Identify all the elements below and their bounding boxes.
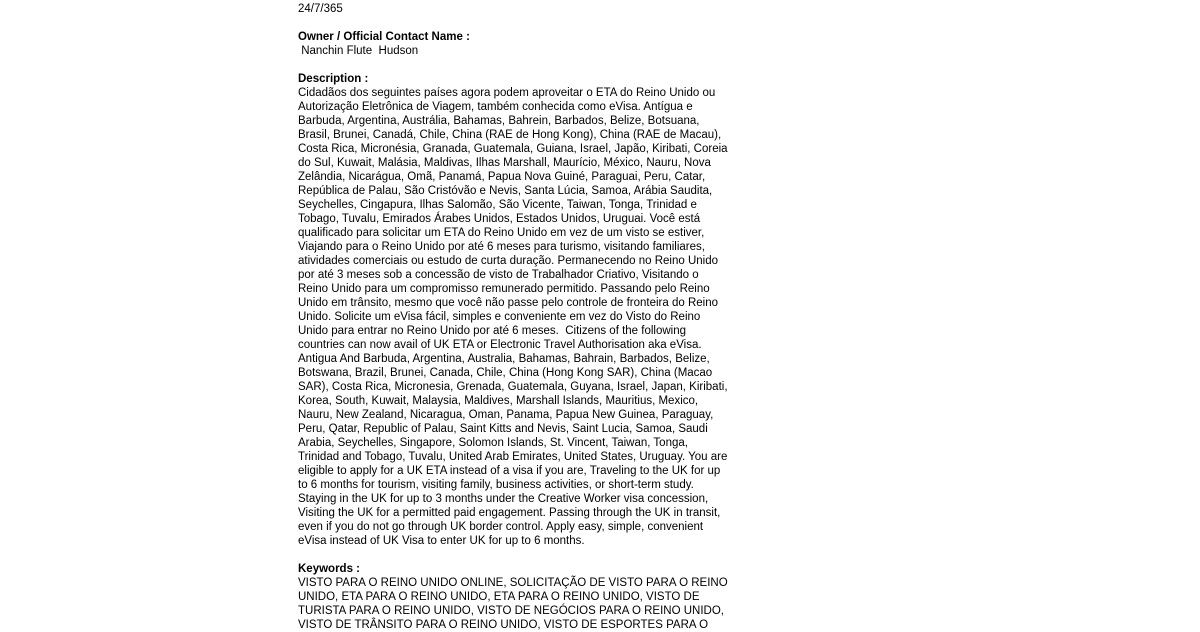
keywords-text [298, 576, 758, 632]
description-line: Nauru, New Zealand, Nicaragua, Oman, Panama, Papua New Guinea, Paraguay, [298, 409, 714, 421]
spacer [298, 16, 758, 30]
description-line: to 6 months for tourism, visiting family, business activities, or short-term study. [298, 479, 694, 491]
keywords-line: TURISTA PARA O REINO UNIDO, VISTO DE NEGÓCIOS PARA O REINO UNIDO, [298, 605, 724, 617]
description-line: por até 3 meses sob a concessão de visto de Trabalhador Criativo, Visitando o [298, 269, 699, 281]
keywords-label: Keywords : [298, 563, 360, 575]
description-line: atividades comerciais ou estudo de curta duração. Permanecendo no Reino Unido [298, 255, 719, 267]
hours-value: 24/7/365 [298, 3, 343, 15]
spacer [298, 548, 758, 562]
description-line: Viajando para o Reino Unido por até 6 meses para turismo, visitando familiares, [298, 241, 705, 253]
description-line: Unido em trânsito, mesmo que você não passe pelo controle de fronteira do Reino [298, 297, 718, 309]
description-line: Cidadãos dos seguintes países agora podem aproveitar o ETA do Reino Unido ou [298, 87, 716, 99]
spacer [298, 58, 758, 72]
description-line: Reino Unido para um compromisso remunerado permitido. Passando pelo Reino [298, 283, 710, 295]
description-line: Unido para entrar no Reino Unido por até 6 meses. Citizens of the following [298, 325, 687, 337]
description-line: Zelândia, Nicarágua, Omã, Panamá, Papua Nova Guiné, Paraguai, Peru, Catar, [298, 171, 706, 183]
description-line: do Sul, Kuwait, Malásia, Maldivas, Ilhas Marshall, Maurício, México, Nauru, Nova [298, 157, 711, 169]
description-line: countries can now avail of UK ETA or Electronic Travel Authorisation aka eVisa. [298, 339, 702, 351]
description-line: Arabia, Seychelles, Singapore, Solomon Islands, St. Vincent, Taiwan, Tonga, [298, 437, 688, 449]
description-line: Seychelles, Cingapura, Ilhas Salomão, São Vicente, Taiwan, Tonga, Trinidad e [298, 199, 697, 211]
description-line: Autorização Eletrônica de Viagem, também conhecida como eVisa. Antígua e [298, 101, 693, 113]
description-line: Korea, South, Kuwait, Malaysia, Maldives, Marshall Islands, Mauritius, Mexico, [298, 395, 699, 407]
description-line: Brasil, Brunei, Canadá, Chile, China (RAE de Hong Kong), China (RAE de Macau), [298, 129, 722, 141]
description-line: Botswana, Brazil, Brunei, Canada, Chile, China (Hong Kong SAR), China (Macao [298, 367, 713, 379]
keywords-line: VISTO DE TRÂNSITO PARA O REINO UNIDO, VISTO DE ESPORTES PARA O [298, 619, 709, 631]
description-line: SAR), Costa Rica, Micronesia, Grenada, Guatemala, Guyana, Israel, Japan, Kiribati, [298, 381, 728, 393]
description-label: Description : [298, 73, 369, 85]
listing-document [298, 2, 758, 632]
keywords-line: UNIDO, ETA PARA O REINO UNIDO, ETA PARA O REINO UNIDO, VISTO DE [298, 591, 700, 603]
description-line: Visiting the UK for a permitted paid engagement. Passing through the UK in transit, [298, 507, 721, 519]
owner-label: Owner / Official Contact Name : [298, 31, 470, 43]
description-line: Staying in the UK for up to 3 months under the Creative Worker visa concession, [298, 493, 709, 505]
description-line: Unido. Solicite um eVisa fácil, simples e conveniente em vez do Visto do Reino [298, 311, 701, 323]
owner-value: Nanchin Flute Hudson [298, 45, 419, 57]
description-line: Tobago, Tuvalu, Emirados Árabes Unidos, Estados Unidos, Uruguai. Você está [298, 213, 701, 225]
description-line: Antigua And Barbuda, Argentina, Australia, Bahamas, Bahrain, Barbados, Belize, [298, 353, 710, 365]
description-line: Trinidad and Tobago, Tuvalu, United Arab Emirates, United States, Uruguay. You are [298, 451, 728, 463]
description-line: even if you do not go through UK border control. Apply easy, simple, convenient [298, 521, 704, 533]
description-line: Barbuda, Argentina, Austrália, Bahamas, Bahrein, Barbados, Belize, Botsuana, [298, 115, 700, 127]
description-text [298, 86, 758, 548]
description-line: República de Palau, São Cristóvão e Nevis, Santa Lúcia, Samoa, Arábia Saudita, [298, 185, 713, 197]
description-line: Peru, Qatar, Republic of Palau, Saint Kitts and Nevis, Saint Lucia, Samoa, Saudi [298, 423, 708, 435]
description-line: eligible to apply for a UK ETA instead of a visa if you are, Traveling to the UK for up [298, 465, 721, 477]
description-line: eVisa instead of UK Visa to enter UK for up to 6 months. [298, 535, 585, 547]
keywords-line: VISTO PARA O REINO UNIDO ONLINE, SOLICITAÇÃO DE VISTO PARA O REINO [298, 577, 728, 589]
description-line: qualificado para solicitar um ETA do Reino Unido em vez de um visto se estiver, [298, 227, 705, 239]
description-line: Costa Rica, Micronésia, Granada, Guatemala, Guiana, Israel, Japão, Kiribati, Coreia [298, 143, 728, 155]
